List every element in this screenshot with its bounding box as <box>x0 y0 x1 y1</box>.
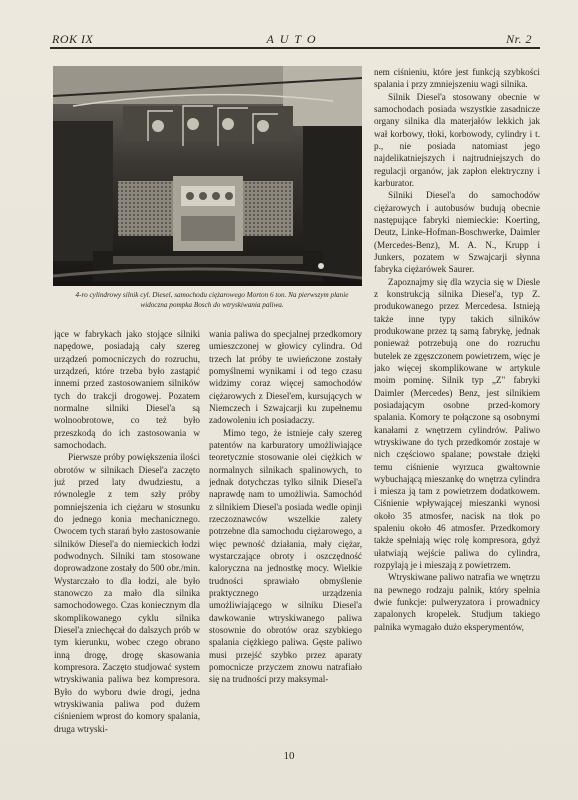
header-magazine-title: AUTO <box>266 32 322 46</box>
paragraph: Mimo tego, że istnieje cały szereg patentów na karburatory umożliwiające teoretycznie stosowanie olei ciężkich w normalnych silnikach spalinowych, to jednak dotychczas tylko silnik Diesel'a naprawdę nam to umożliwia. Samochód z silnikiem Diesel'a posiada wedle opinji rzeczoznawców wszelkie zalety potrzebne dla samochodu ciężarowego, a więc pewność działania, mały ciężar, wystarczające obroty i oszczędność kaloryczna na jednostkę mocy. Wielkie trudności sprawiało obmyślenie praktycznego urządzenia umożliwiającego w silniku Diesel'a dawkowanie wtryskiwanego paliwa stosownie do obrotów oraz szybkiego spalania ciężkiego paliwa. Gęste paliwo musi przejść szybko przez aparaty pomocnicze przyczem znowu natrafiało się na trudności przy maksymal- <box>209 427 362 685</box>
header-rule <box>50 47 540 49</box>
engine-photo-illustration <box>53 66 362 286</box>
running-header <box>50 30 538 48</box>
figure-caption: 4-ro cylindrowy silnik cyl. Diesel, samochodu ciężarowego Morton 6 ton. Na pierwszym planie widoczna pompka Bosch do wtryskiwania paliwa. <box>75 291 349 310</box>
header-issue-number: Nr. 2 <box>506 32 532 46</box>
text-column-1 <box>54 328 200 738</box>
paragraph: Pierwsze próby powiększenia ilości obrotów w silnikach Diesel'a zaczęto już przed laty dwudziestu, a równolegle z tem szły próby pomniejszenia ich ciężaru w stosunku do jednego konia mechanicznego. Owocem tych starań było zastosowanie silników Diesel'a do niemieckich łodzi podwodnych. Silniki tam stosowane doprowadzone zostały do 500 obr./min. Wystarczało to dla łodzi, ale było stanowczo za mało dla silnika samochodowego. Czas koniecznym dla skomplikowanego cyklu silnika Diesel'a zniechęcał do dalszych prób w tym kierunku, wobec czego obrano inną drogę, drogę skasowania kompresora. Zaczęto studjować system wtryskiwania paliwa bez kompresora. Było do wyboru dwie drogi, jedna wtryskiwania paliwa pod dużem ciśnieniem wprost do komory spalania, druga wtryski- <box>54 452 200 734</box>
text-column-2 <box>209 328 362 738</box>
page-number: 10 <box>283 750 295 762</box>
paragraph: Silnik Diesel'a stosowany obecnie w samochodach posiada wszystkie zasadnicze organy silnika dla materjałów lekkich jak wał korbowy, tłoki, korbowody, cylindry i t. p., nie posiada natomiast jego najdelikatniejszych i najtrudniejszych do regulacji organów, jak zapłon elektryczny i karburator. <box>374 91 540 188</box>
engine-photograph <box>53 66 362 286</box>
header-volume: ROK IX <box>52 32 94 46</box>
paragraph: jące w fabrykach jako stojące silniki napędowe, posiadają cały szereg urządzeń pomocniczych do rozruchu, urządzeń, które trzeba było zastąpić innemi przed zastosowaniem silników tych do trakcji drogowej. Pozatem normalne silniki Diesel'a są wolnoobrotowe, co też było przeszkodą do ich zastosowania w samochodach. <box>54 329 200 450</box>
paragraph: Silniki Diesel'a do samochodów ciężarowych i autobusów budują obecnie następujące fabryki niemieckie: Koerting, Deutz, Linke-Hofman-Boschwerke, Daimler (Mercedes-Benz), M. A. N., Krupp i Junkers, pozatem w Szwajcarji słynna fabryka ciężarówek Saurer. <box>374 190 540 275</box>
paragraph: Zapoznajmy się dla wzycia się w Diesle z konstrukcją silnika Diesel'a, typ Z. produkowanego przez Mercedesa. Istnieją także inne typy takich silników produkowane przez tą samą fabrykę, jednak ponieważ potrzebują one do rozruchu butelek ze zgęszczonem powietrzem, więc je jako więcej skomplikowane w artykule moim pominę. Silnik typ „Z" fabryki Daimler (Mercedes) Benz, jest silnikiem posiadającym osobne przed-komory spalania. Komory te połączone są osobnymi kanałami z wnętrzem cylindrów. Paliwo wtryskiwane do tych przedkomór zostaje w nich częściowo spalane; powstałe dzięki temu ciśnienie wyrzuca gwałtownie wybuchającą mieszankę do wnętrza cylindra i miesza ją tam z powietrzem dodatkowem. Ciśnienie wpływającej mieszanki wynosi około 35 atmosfer, nacisk na tłok po spaleniu około 46 atmosfer. Przedkomory także spełniają więc rolę kompresora, gdyż ułatwiają wejście paliwa do cylindra, rozpylają je i mieszają z powietrzem. <box>374 276 540 571</box>
paragraph: Wtryskiwane paliwo natrafia we wnętrzu na pewnego rodzaju palnik, który spełnia dwie funkcje: pulweryzatora i prowadnicy zapalonych kropelek. Studjum takiego palnika wymagało dużo eksperymentów, <box>374 572 540 632</box>
paragraph: wania paliwa do specjalnej przedkomory umieszczonej w głowicy cylindra. Od trzech lat próby te uwieńczone zostały pomyślnemi wynikami i od tego czasu widzimy coraz więcej samochodów ciężarowych z Diesel'em, kursujących w Niemczech i Szwajcarji ku zupełnemu zadowoleniu ich posiadaczy. <box>209 329 362 426</box>
paragraph: nem ciśnieniu, które jest funkcją szybkości spalania i przy zmniejszeniu wagi silnika. <box>374 67 540 90</box>
text-column-3 <box>374 66 540 738</box>
